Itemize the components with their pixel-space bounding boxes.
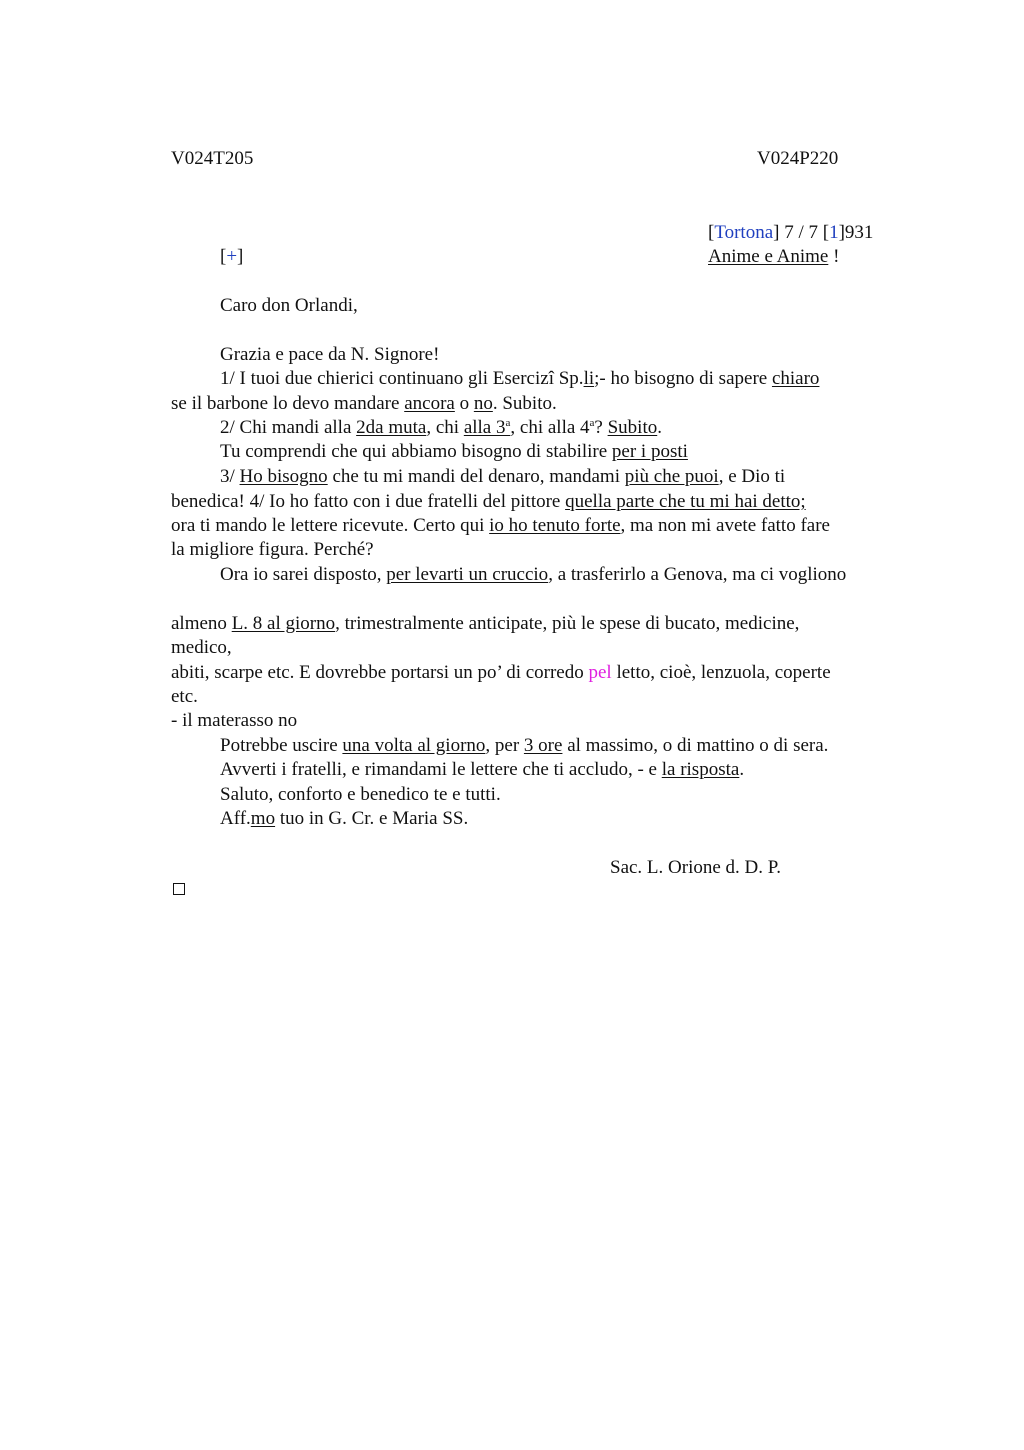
paragraph-4-line-1: Ora io sarei disposto, per levarti un cruccio, a trasferirlo a Genova, ma ci vogliono [220,564,847,585]
affmo-line: Aff.mo tuo in G. Cr. e Maria SS. [220,808,469,829]
dateline: [Tortona] 7 / 7 [1]931 [708,222,874,243]
cross-mark: [+] [220,246,244,267]
paragraph-1-line-2: se il barbone lo devo mandare ancora o no. Subito. [171,393,557,414]
paragraph-4-line-5: etc. [171,686,198,707]
paragraph-4-line-4: abiti, scarpe etc. E dovrebbe portarsi un po’ di corredo pel letto, cioè, lenzuola, coperte [171,662,831,683]
paragraph-4-line-6: - il materasso no [171,710,298,731]
motto: Anime e Anime ! [708,246,840,267]
greeting: Grazia e pace da N. Signore! [220,344,440,365]
paragraph-1-line-1: 1/ I tuoi due chierici continuano gli Esercizî Sp.li;- ho bisogno di sapere chiaro [220,368,820,389]
salutation: Caro don Orlandi, [220,295,358,316]
paragraph-5: Potrebbe uscire una volta al giorno, per 3 ore al massimo, o di mattino o di sera. [220,735,829,756]
signature: Sac. L. Orione d. D. P. [610,857,781,878]
paragraph-3-line-3: ora ti mando le lettere ricevute. Certo qui io ho tenuto forte, ma non mi avete fatto fare [171,515,830,536]
place-name: Tortona [714,222,774,243]
paragraph-3-line-2: benedica! 4/ Io ho fatto con i due fratelli del pittore quella parte che tu mi hai detto; [171,491,806,512]
paragraph-4-line-2: almeno L. 8 al giorno, trimestralmente anticipate, più le spese di bucato, medicine, [171,613,800,634]
paragraph-3-line-1: 3/ Ho bisogno che tu mi mandi del denaro, mandami più che puoi, e Dio ti [220,466,786,487]
right-code: V024P220 [757,148,839,169]
cross-icon: + [226,246,238,267]
paragraph-4-line-3: medico, [171,637,232,658]
closing-line: Saluto, conforto e benedico te e tutti. [220,784,501,805]
paragraph-2: 2/ Chi mandi alla 2da muta, chi alla 3$^a$, chi alla 4$^a$? Subito. [220,417,662,438]
left-code: V024T205 [171,148,254,169]
paragraph-6: Avverti i fratelli, e rimandami le lettere che ti accludo, - e la risposta. [220,759,745,780]
empty-square-icon [173,883,185,895]
paragraph-2b: Tu comprendi che qui abbiamo bisogno di stabilire per i posti [220,441,688,462]
paragraph-3-line-4: la migliore figura. Perché? [171,539,374,560]
